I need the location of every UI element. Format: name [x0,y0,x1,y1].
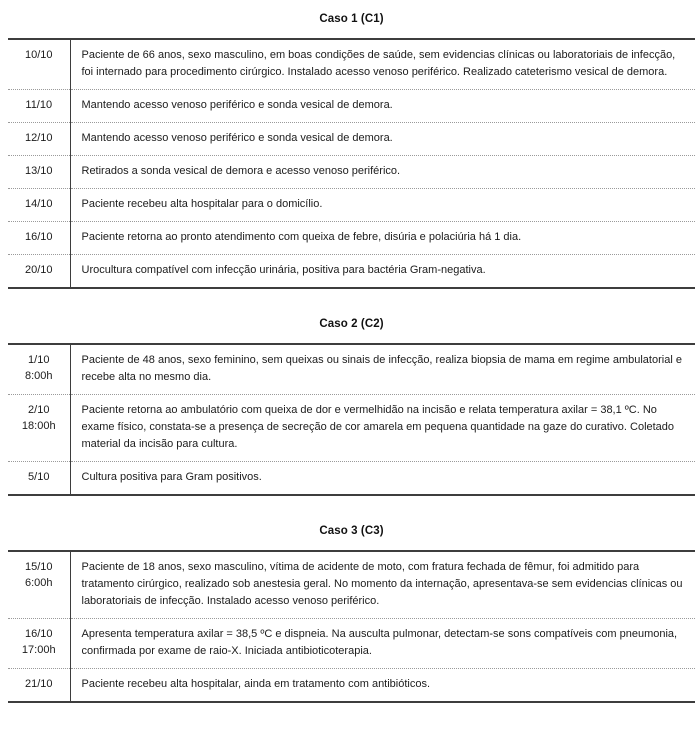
date-cell [8,395,70,462]
case-title: Caso 1 (C1) [319,13,384,25]
case-table [8,343,695,496]
table-row [8,619,695,669]
description-cell: Cultura positiva para Gram positivos. [70,462,695,496]
cases-container [8,13,695,703]
table-row [8,222,695,255]
case-title: Caso 2 (C2) [319,318,384,330]
row-time: 8:00h [24,370,53,382]
table-row [8,39,695,90]
description-cell: Mantendo acesso venoso periférico e sonda vesical de demora. [70,90,695,123]
row-date: 15/10 [24,561,53,573]
table-row [8,156,695,189]
table-row [8,123,695,156]
case-section [8,525,695,703]
row-date: 20/10 [24,264,53,276]
row-time: 17:00h [21,644,56,656]
table-row [8,255,695,289]
case-table-body [8,39,695,288]
description-cell: Paciente retorna ao pronto atendimento com queixa de febre, disúria e polaciúria há 1 dia. [70,222,695,255]
table-row [8,669,695,703]
row-date: 16/10 [24,628,53,640]
date-cell [8,344,70,395]
date-cell [8,462,70,496]
row-date: 14/10 [24,198,53,210]
row-date: 2/10 [28,404,50,416]
row-date: 16/10 [24,231,53,243]
row-date: 21/10 [24,678,53,690]
table-row [8,189,695,222]
case-section [8,13,695,289]
date-cell [8,551,70,619]
table-row [8,462,695,496]
case-title: Caso 3 (C3) [319,525,384,537]
case-table-body [8,344,695,495]
description-cell: Retirados a sonda vesical de demora e acesso venoso periférico. [70,156,695,189]
case-table-body [8,551,695,702]
description-cell: Paciente de 48 anos, sexo feminino, sem queixas ou sinais de infecção, realiza biopsia de mama em regime ambulatorial e recebe alta no mesmo dia. [81,354,682,383]
table-row [8,90,695,123]
description-cell: Urocultura compatível com infecção urinária, positiva para bactéria Gram-negativa. [70,255,695,289]
row-date: 10/10 [24,49,53,61]
case-table [8,38,695,289]
date-cell [8,222,70,255]
table-row [8,551,695,619]
row-time: 18:00h [21,420,56,432]
date-cell [8,156,70,189]
date-cell [8,39,70,90]
description-cell: Paciente de 66 anos, sexo masculino, em boas condições de saúde, sem evidencias clínicas ou laboratoriais de infecção, foi internado para procedimento cirúrgico. Instalado acesso venoso periférico. Realizado cateterismo vesical de demora. [81,49,676,78]
row-time: 6:00h [24,577,53,589]
date-cell [8,123,70,156]
description-cell: Paciente recebeu alta hospitalar, ainda em tratamento com antibióticos. [70,669,695,703]
date-cell [8,669,70,703]
date-cell [8,90,70,123]
date-cell [8,255,70,289]
row-date: 11/10 [25,99,53,111]
description-cell: Paciente recebeu alta hospitalar para o domicílio. [70,189,695,222]
description-cell: Paciente de 18 anos, sexo masculino, vítima de acidente de moto, com fratura fechada de fêmur, foi admitido para tratamento cirúrgico, realizado sob anestesia geral. No momento da internação, apresentava-se sem evidencias clínicas ou laboratoriais de infecção. Instalado acesso venoso periférico. [81,561,683,607]
description-cell: Paciente retorna ao ambulatório com queixa de dor e vermelhidão na incisão e relata temperatura axilar = 38,1 ºC. No exame físico, constata-se a presença de secreção de cor amarela em pequena quantidade na gaze do curativo. Coletado material da incisão para cultura. [70,395,695,462]
case-table [8,550,695,703]
date-cell [8,189,70,222]
description-cell: Mantendo acesso venoso periférico e sonda vesical de demora. [70,123,695,156]
date-cell [8,619,70,669]
table-row [8,395,695,462]
row-date: 5/10 [28,471,50,483]
case-section [8,318,695,496]
description-cell: Apresenta temperatura axilar = 38,5 ºC e dispneia. Na ausculta pulmonar, detectam-se sons compatíveis com pneumonia, confirmada por exame de raio-X. Iniciada antibioticoterapia. [70,619,695,669]
table-row [8,344,695,395]
row-date: 12/10 [24,132,53,144]
row-date: 13/10 [24,165,53,177]
row-date: 1/10 [28,354,50,366]
